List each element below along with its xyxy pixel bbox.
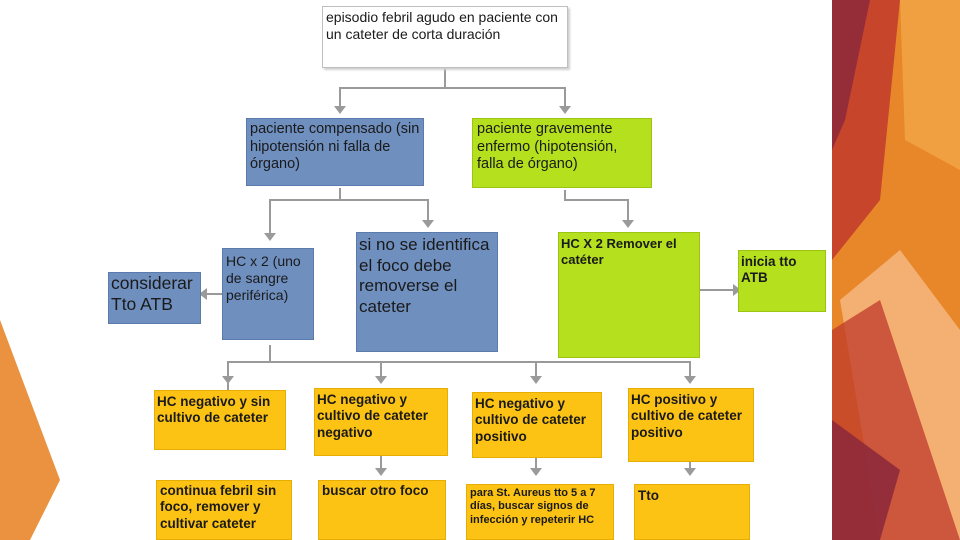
node-si-no-foco — [356, 232, 498, 352]
node-si-no-foco-text: si no se identifica el foco debe removerse el cateter — [359, 235, 490, 317]
node-buscar-otro-foco-text: buscar otro foco — [322, 483, 429, 498]
node-hc-remover-text: HC X 2 Remover el catéter — [561, 236, 677, 267]
node-inicia-tto — [738, 250, 826, 312]
node-neg-sin-cultivo — [154, 390, 286, 450]
node-inicia-tto-text: inicia tto ATB — [741, 254, 797, 286]
node-aureus-text: para St. Aureus tto 5 a 7 días, buscar signos de infección y repeterir HC — [470, 487, 596, 526]
node-neg-cultivo-neg-text: HC negativo y cultivo de cateter negativo — [317, 392, 429, 440]
node-hc-x2-text: HC x 2 (uno de sangre periférica) — [226, 253, 301, 304]
node-neg-cultivo-neg — [314, 388, 448, 456]
node-aureus — [466, 484, 614, 540]
node-pos-cultivo-pos — [628, 388, 754, 462]
node-considerar-text: considerar Tto ATB — [111, 273, 193, 315]
node-hc-remover — [558, 232, 700, 358]
node-tto-text: Tto — [638, 488, 659, 503]
node-buscar-otro-foco — [318, 480, 446, 540]
node-continua-febril-text: continua febril sin foco, remover y cultivar cateter — [160, 483, 277, 531]
node-neg-sin-cultivo-text: HC negativo y sin cultivo de cateter — [157, 394, 271, 426]
node-neg-cultivo-pos-text: HC negativo y cultivo de cateter positivo — [475, 396, 587, 444]
root-node — [322, 6, 568, 68]
node-tto — [634, 484, 750, 540]
node-paciente-compensado-text: paciente compensado (sin hipotensión ni falla de órgano) — [250, 121, 420, 173]
node-paciente-grave — [472, 118, 652, 188]
root-node-text: episodio febril agudo en paciente con un cateter de corta duración — [326, 9, 558, 43]
node-considerar — [108, 272, 201, 324]
node-pos-cultivo-pos-text: HC positivo y cultivo de cateter positivo — [631, 392, 743, 440]
node-paciente-grave-text: paciente gravemente enfermo (hipotensión, falla de órgano) — [477, 121, 618, 173]
node-hc-x2 — [222, 248, 314, 340]
node-continua-febril — [156, 480, 292, 540]
node-paciente-compensado — [246, 118, 424, 186]
node-neg-cultivo-pos — [472, 392, 602, 458]
